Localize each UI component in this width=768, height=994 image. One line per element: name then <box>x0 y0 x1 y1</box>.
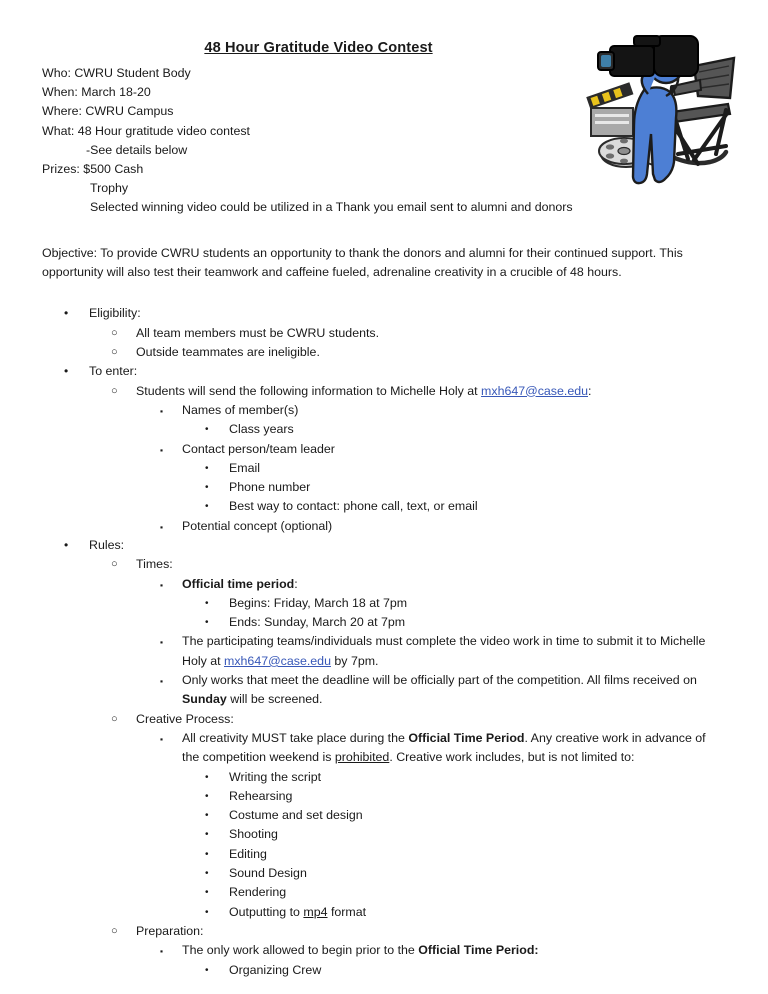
list-bullet-icon: ○ <box>111 384 118 397</box>
outline-item-level-2 <box>42 324 725 343</box>
list-bullet-icon: ▪ <box>160 405 164 416</box>
outline-item-level-1 <box>42 304 725 323</box>
outline-item-level-4 <box>42 459 725 478</box>
outline-item-level-4 <box>42 420 725 439</box>
outline-item-text: Preparation: <box>136 923 204 938</box>
list-bullet-icon: • <box>205 810 209 822</box>
list-bullet-icon: • <box>205 424 209 436</box>
header-line: What: 48 Hour gratitude video contest <box>42 123 251 138</box>
outline-item-level-2 <box>42 555 725 574</box>
outline-item-text: Outputting to mp4 format <box>229 904 367 919</box>
outline-item-text: Creative Process: <box>136 711 234 726</box>
bold-run: Official Time Period <box>408 730 525 745</box>
outline-item-level-1 <box>42 362 725 381</box>
outline-item-text: All team members must be CWRU students. <box>136 325 380 340</box>
list-bullet-icon: ○ <box>111 924 118 937</box>
outline-item-level-2 <box>42 343 725 362</box>
outline-item-text: Eligibility: <box>89 306 141 321</box>
header-line: When: March 18-20 <box>42 85 151 100</box>
list-bullet-icon: • <box>205 617 209 629</box>
outline-item-level-4 <box>42 864 725 883</box>
outline-item-level-3 <box>42 729 725 768</box>
outline-item-level-3 <box>42 440 725 459</box>
bold-run: Official Time Period: <box>418 943 539 958</box>
outline-item-text: Costume and set design <box>229 808 363 823</box>
list-bullet-icon: • <box>64 364 69 379</box>
outline-item-level-2 <box>42 382 725 401</box>
list-bullet-icon: ○ <box>111 558 118 571</box>
clapperboard-icon <box>587 83 633 136</box>
list-bullet-icon: ▪ <box>160 946 164 957</box>
list-bullet-icon: ○ <box>111 346 118 359</box>
outline-item-text: Organizing Crew <box>229 962 322 977</box>
outline-item-level-3 <box>42 671 725 710</box>
outline-item-text: Rehearsing <box>229 788 293 803</box>
outline-item-text: Class years <box>229 422 294 437</box>
outline-item-text: Writing the script <box>229 769 322 784</box>
outline-item-text: Potential concept (optional) <box>182 518 333 533</box>
header-line: Selected winning video could be utilized in a Thank you email sent to alumni and donors <box>90 200 573 215</box>
list-bullet-icon: • <box>205 829 209 841</box>
header-line: Prizes: $500 Cash <box>42 162 144 177</box>
outline-item-text: Contact person/team leader <box>182 441 335 456</box>
outline-item-text: Phone number <box>229 480 311 495</box>
list-bullet-icon: • <box>205 771 209 783</box>
list-bullet-icon: ○ <box>111 326 118 339</box>
list-bullet-icon: • <box>64 538 69 552</box>
outline-item-level-4 <box>42 787 725 806</box>
header-info-block <box>42 64 573 218</box>
outline-item-text: Only works that meet the deadline will be officially part of the competition. All films received on Sunday will be screened. <box>182 673 697 707</box>
bold-run: Official time period <box>182 576 295 591</box>
outline-item-text: Editing <box>229 846 267 861</box>
list-bullet-icon: ▪ <box>160 521 164 532</box>
outline-item-level-3 <box>42 517 725 536</box>
outline-item-text: The only work allowed to begin prior to the Official Time Period: <box>182 943 539 958</box>
list-bullet-icon: • <box>64 306 69 321</box>
outline-item-text: Official time period: <box>182 576 298 591</box>
outline-item-text: Sound Design <box>229 866 307 881</box>
header-line: Who: CWRU Student Body <box>42 66 191 80</box>
outline-item-level-3 <box>42 401 725 420</box>
outline-item-text: Ends: Sunday, March 20 at 7pm <box>229 615 406 630</box>
header-line: Trophy <box>90 181 129 196</box>
list-bullet-icon: • <box>205 848 209 860</box>
list-bullet-icon: ▪ <box>160 637 164 648</box>
list-bullet-icon: • <box>205 790 209 802</box>
list-bullet-icon: ▪ <box>160 676 164 687</box>
list-bullet-icon: • <box>205 501 209 513</box>
outline-item-level-1 <box>42 536 725 555</box>
rules-outline-list <box>42 304 725 979</box>
outline-item-level-4 <box>42 806 725 825</box>
list-bullet-icon: ▪ <box>160 733 164 744</box>
header-line: -See details below <box>86 142 188 157</box>
outline-item-text: Begins: Friday, March 18 at 7pm <box>229 595 408 610</box>
outline-item-level-4 <box>42 883 725 902</box>
outline-item-text: Best way to contact: phone call, text, or email <box>229 499 478 514</box>
list-bullet-icon: • <box>205 906 209 918</box>
outline-item-text: Rendering <box>229 885 287 900</box>
outline-item-level-4 <box>42 903 725 922</box>
outline-item-level-3 <box>42 941 725 960</box>
outline-item-level-4 <box>42 613 725 632</box>
list-bullet-icon: • <box>205 482 209 494</box>
outline-item-text: Outside teammates are ineligible. <box>136 345 320 360</box>
outline-item-text: The participating teams/individuals must complete the video work in time to submit it to Michelle Holy at mxh647@case.edu by 7pm. <box>182 634 706 668</box>
header-line: Where: CWRU Campus <box>42 104 174 119</box>
objective-paragraph: Objective: To provide CWRU students an opportunity to thank the donors and alumni for their continued support. This opportunity will also test their teamwork and caffeine fueled, adrenaline creativity in a crucible of 48 hours. <box>42 245 683 280</box>
list-bullet-icon: ▪ <box>160 579 164 590</box>
outline-item-text: Rules: <box>89 538 125 552</box>
outline-item-level-3 <box>42 575 725 594</box>
outline-item-level-2 <box>42 710 725 729</box>
underlined-run: mp4 <box>303 904 328 919</box>
videographer-clipart <box>548 24 754 192</box>
outline-item-text: All creativity MUST take place during the Official Time Period. Any creative work in advance of the competition weekend is prohibited. Creative work includes, but is not limited to: <box>182 730 706 765</box>
list-bullet-icon: ○ <box>111 712 118 725</box>
list-bullet-icon: • <box>205 597 209 609</box>
list-bullet-icon: • <box>205 868 209 880</box>
outline-item-level-4 <box>42 594 725 613</box>
outline-item-level-4 <box>42 478 725 497</box>
underlined-run: prohibited <box>334 750 390 765</box>
email-link[interactable]: mxh647@case.edu <box>224 653 331 668</box>
outline-item-level-4 <box>42 961 725 980</box>
list-bullet-icon: • <box>205 887 209 899</box>
outline-item-level-3 <box>42 632 725 671</box>
outline-item-level-2 <box>42 922 725 941</box>
outline-item-text: Times: <box>136 557 173 572</box>
outline-item-text: Names of member(s) <box>182 402 299 417</box>
list-bullet-icon: ▪ <box>160 444 164 455</box>
outline-item-text: Students will send the following information to Michelle Holy at mxh647@case.edu: <box>136 383 592 398</box>
bold-run: Sunday <box>182 692 227 707</box>
outline-item-level-4 <box>42 768 725 787</box>
page-title: 48 Hour Gratitude Video Contest <box>204 40 433 56</box>
outline-item-text: To enter: <box>89 364 138 379</box>
outline-item-level-4 <box>42 845 725 864</box>
email-link[interactable]: mxh647@case.edu <box>481 383 588 398</box>
outline-item-text: Shooting <box>229 827 278 842</box>
outline-item-level-4 <box>42 497 725 516</box>
list-bullet-icon: • <box>205 462 209 474</box>
list-bullet-icon: • <box>205 964 209 976</box>
outline-item-text: Email <box>229 460 260 475</box>
outline-item-level-4 <box>42 825 725 844</box>
